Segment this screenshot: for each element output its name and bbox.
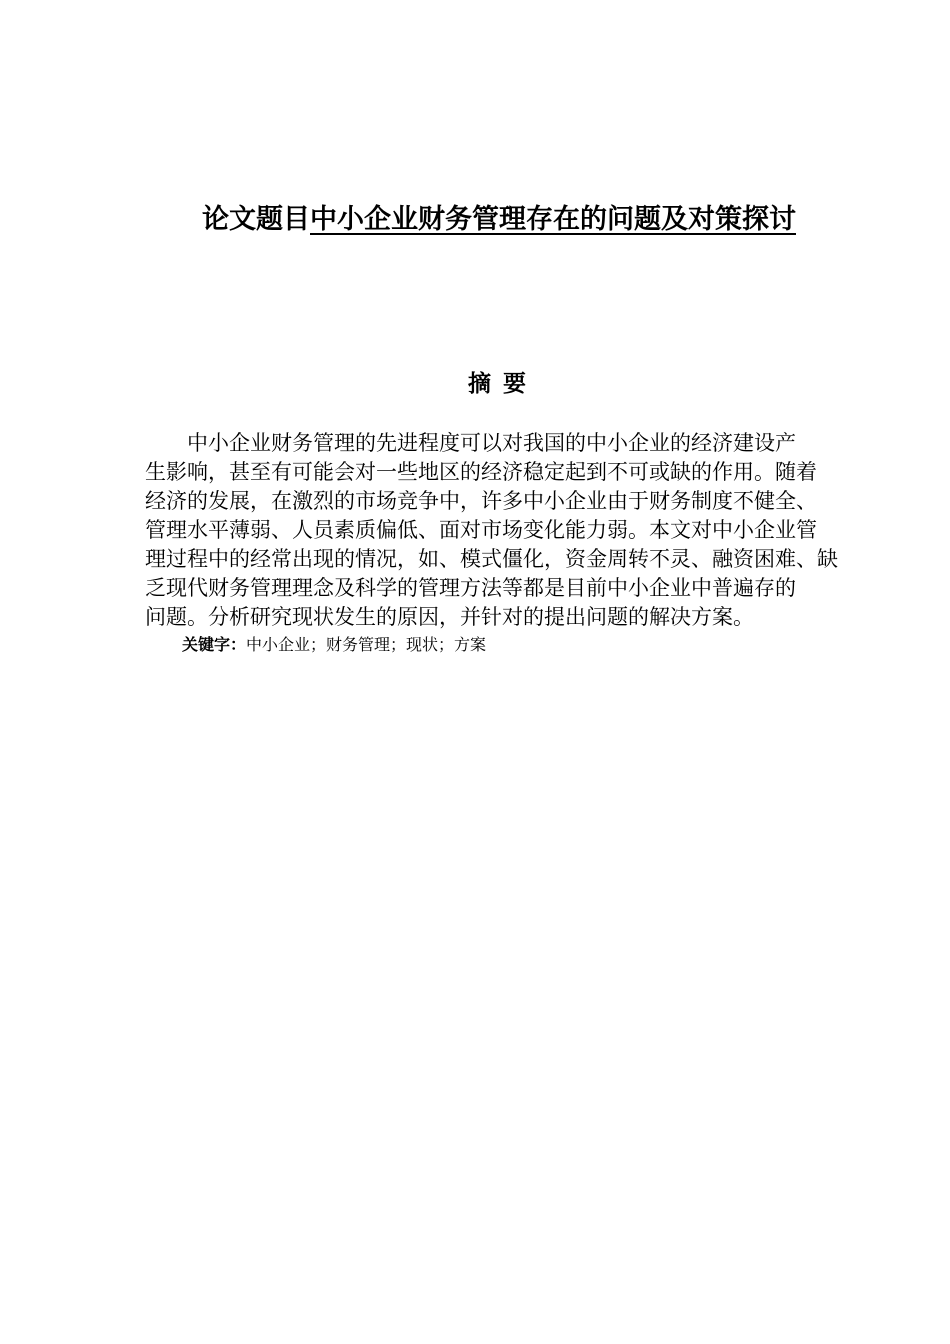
- abstract-body: [145, 429, 857, 632]
- title-prefix: 论文题目: [202, 204, 310, 235]
- abstract-line: 理过程中的经常出现的情况，如、模式僵化，资金周转不灵、融资困难、缺: [145, 547, 838, 571]
- abstract-line: 生影响，甚至有可能会对一些地区的经济稳定起到不可或缺的作用。随着: [145, 460, 817, 484]
- title-topic: 中小企业财务管理存在的问题及对策探讨: [310, 204, 796, 235]
- keywords: [182, 632, 486, 658]
- keywords-values: 中小企业；财务管理；现状；方案: [246, 635, 487, 654]
- abstract-line: 管理水平薄弱、人员素质偏低、面对市场变化能力弱。本文对中小企业管: [145, 518, 817, 542]
- keywords-label: 关键字：: [182, 635, 247, 654]
- abstract-line: 经济的发展，在激烈的市场竞争中，许多中小企业由于财务制度不健全、: [145, 489, 817, 513]
- abstract-heading: 摘要: [468, 371, 538, 397]
- abstract-line: 中小企业财务管理的先进程度可以对我国的中小企业的经济建设产: [187, 431, 796, 455]
- abstract-line: 问题。分析研究现状发生的原因，并针对的提出问题的解决方案。: [145, 605, 754, 629]
- abstract-line: 乏现代财务管理理念及科学的管理方法等都是目前中小企业中普遍存的: [145, 576, 796, 600]
- thesis-title: [0, 198, 950, 242]
